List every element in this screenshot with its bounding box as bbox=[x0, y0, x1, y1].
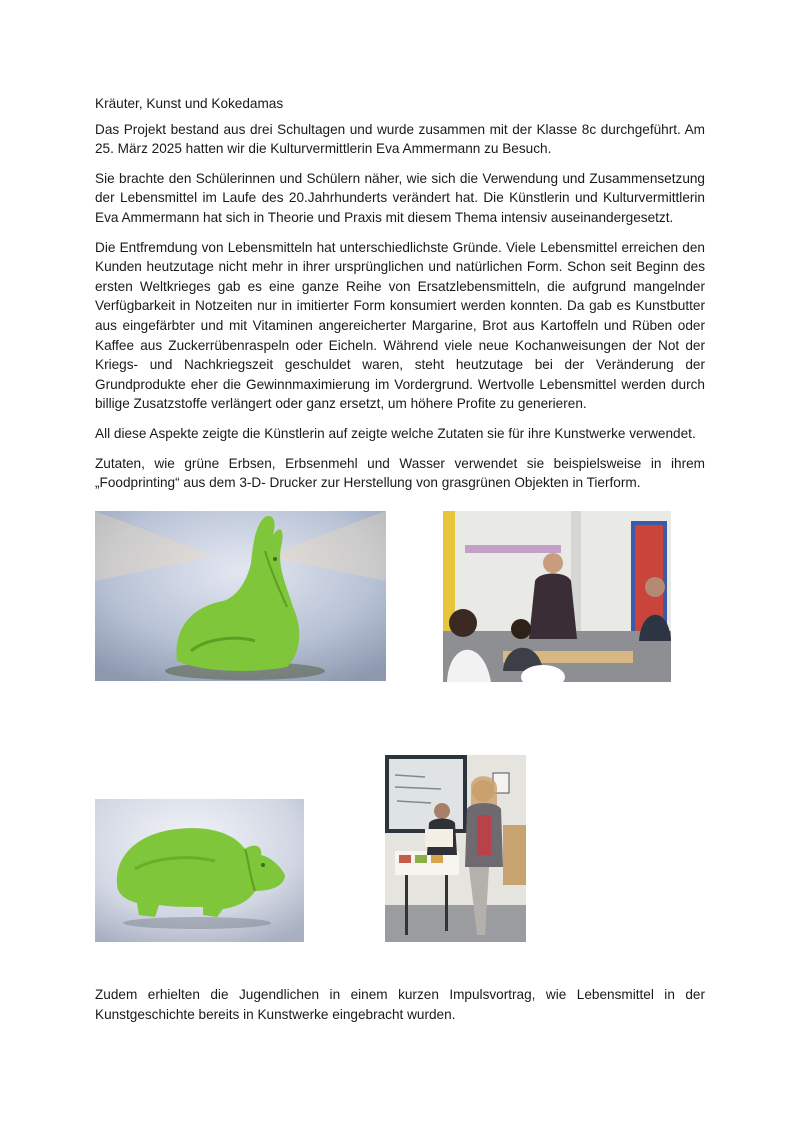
paragraph-history: Die Entfremdung von Lebensmitteln hat unterschiedlichste Gründe. Viele Lebensmittel erreichen den Kunden heutzutage nicht mehr in ihrer ursprünglichen und natürlichen Form. Schon seit Beginn des ersten Weltkrieges gab es eine ganze Reihe von Ersatzlebensmitteln, die aufgrund mangelnder Verfügbarkeit in Notzeiten nur in imitierter Form konsumiert werden konnten. Da gab es Kunstbutter aus eingefärbter und mit Vitaminen angereicherter Margarine, Brot aus Kartoffeln und Rüben oder Kaffee aus Zuckerrübenraspeln oder Eicheln. Während viele neue Kochanweisungen der Not der Kriegs- und Nachkriegszeit geschuldet waren, steht heutzutage bei der Veränderung der Grundprodukte eher die Gewinnmaximierung im Vordergrund. Wertvolle Lebensmittel werden durch billige Zusatzstoffe verlängert oder ganz ersetzt, um höhere Profite zu generieren. bbox=[95, 239, 705, 412]
document-title: Kräuter, Kunst und Kokedamas bbox=[95, 96, 284, 111]
paragraph-closing: Zudem erhielten die Jugendlichen in einem kurzen Impulsvortrag, wie Lebensmittel in der Kunstgeschichte bereits in Kunstwerke eingebracht wurden. bbox=[95, 987, 705, 1022]
photo-green-pig bbox=[95, 799, 304, 942]
paragraph-aspects: All diese Aspekte zeigte die Künstlerin auf zeigte welche Zutaten sie für ihre Kunstwerke verwendet. bbox=[95, 425, 696, 441]
photo-green-rabbit bbox=[95, 511, 386, 681]
paragraph-foodprinting: Zutaten, wie grüne Erbsen, Erbsenmehl und Wasser verwendet sie beispielsweise in ihrem „Foodprinting“ aus dem 3-D- Drucker zur Herstellung von grasgrünen Objekten in Tierform. bbox=[95, 455, 705, 491]
text-block-top bbox=[95, 94, 705, 493]
paragraph-intro: Das Projekt bestand aus drei Schultagen und wurde zusammen mit der Klasse 8c durchgeführt. Am 25. März 2025 hatten wir die Kulturvermittlerin Eva Ammermann zu Besuch. bbox=[95, 121, 705, 157]
photo-presenter-with-posters bbox=[385, 755, 526, 942]
paragraph-topic: Sie brachte den Schülerinnen und Schülern näher, wie sich die Verwendung und Zusammensetzung der Lebensmittel im Laufe des 20.Jahrhunderts verändert hat. Die Künstlerin und Kulturvermittlerin Eva Ammermann hat sich in Theorie und Praxis mit diesem Thema intensiv auseinandergesetzt. bbox=[95, 170, 705, 225]
photo-classroom-presentation bbox=[443, 511, 671, 682]
text-block-bottom bbox=[95, 985, 705, 1024]
